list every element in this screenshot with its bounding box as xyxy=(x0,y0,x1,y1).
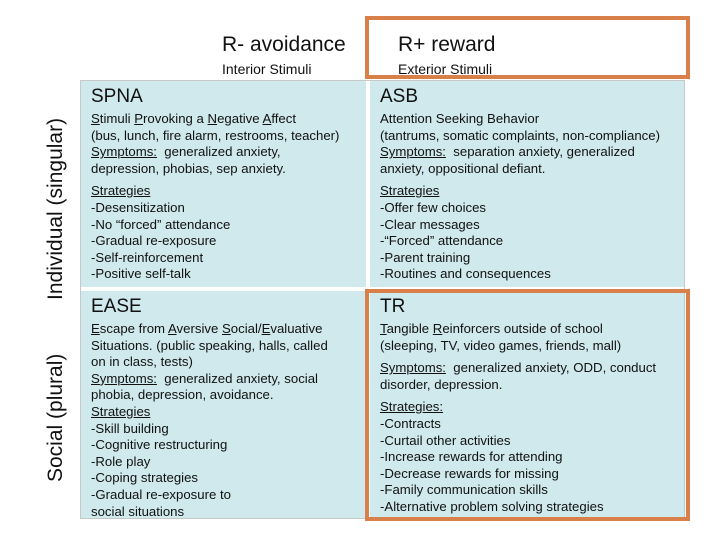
symptoms-text: anxiety, oppositional defiant. xyxy=(380,160,546,176)
column-title-avoidance: R- avoidance xyxy=(222,33,346,56)
definition-text: (sleeping, TV, video games, friends, mall) xyxy=(380,337,622,353)
strategy-item: -Clear messages xyxy=(380,216,480,232)
definition-text: timuli xyxy=(99,111,135,126)
definition-text: egative xyxy=(217,111,263,126)
symptoms-text: disorder, depression. xyxy=(380,376,503,392)
cell-ease xyxy=(81,291,366,518)
symptoms-text: generalized anxiety, social xyxy=(164,370,318,386)
definition-text: (bus, lunch, fire alarm, restrooms, teacher) xyxy=(91,127,340,143)
symptoms-text: generalized anxiety, xyxy=(164,144,281,160)
symptoms-label: Symptoms: xyxy=(91,370,157,386)
definition-line xyxy=(91,338,360,355)
acronym-letter: P xyxy=(134,111,144,126)
strategy-item: -Cognitive restructuring xyxy=(91,437,228,453)
strategy-item: -Coping strategies xyxy=(91,470,199,486)
strategy-item: -Contracts xyxy=(380,415,441,431)
cell-title: SPNA xyxy=(91,86,143,107)
strategy-item: -Self-reinforcement xyxy=(91,249,204,265)
symptoms-line xyxy=(91,144,360,161)
strategies-label: Strategies: xyxy=(380,399,444,415)
strategy-item: -Decrease rewards for missing xyxy=(380,465,559,481)
acronym-letter: E xyxy=(91,321,100,336)
strategy-item: -Gradual re-exposure xyxy=(91,233,217,249)
strategy-item: -Desensitization xyxy=(91,199,185,215)
definition-line xyxy=(380,111,678,128)
acronym-letter: A xyxy=(167,321,177,336)
definition-text: ocial/ xyxy=(230,321,262,336)
strategies-label: Strategies xyxy=(91,183,151,199)
definition-text: valuative xyxy=(270,321,323,336)
symptoms-text: phobia, depression, avoidance. xyxy=(91,387,274,403)
strategy-item: -“Forced” attendance xyxy=(380,233,504,249)
symptoms-label: Symptoms: xyxy=(91,144,157,160)
cell-spna xyxy=(81,81,366,287)
strategy-item: -Parent training xyxy=(380,249,471,265)
acronym-letter: E xyxy=(261,321,271,336)
symptoms-label: Symptoms: xyxy=(380,144,446,160)
strategies-label: Strategies xyxy=(91,403,151,419)
definition-text: (tantrums, somatic complaints, non-compliance) xyxy=(380,127,660,143)
strategy-item: -Alternative problem solving strategies xyxy=(380,498,604,514)
highlight-box-reward xyxy=(365,16,690,79)
definition-text: rovoking a xyxy=(143,111,208,126)
symptoms-text: separation anxiety, generalized xyxy=(453,144,635,160)
acronym-letter: T xyxy=(380,321,387,336)
definition-text: ffect xyxy=(271,111,297,126)
definition-text: versive xyxy=(176,321,222,336)
acronym-letter: R xyxy=(432,321,443,336)
strategy-item: -Role play xyxy=(91,453,151,469)
symptoms-label: Symptoms: xyxy=(380,360,446,376)
symptoms-text: generalized anxiety, ODD, conduct xyxy=(453,360,657,376)
cell-title: ASB xyxy=(380,86,419,107)
strategy-item: -No “forced” attendance xyxy=(91,216,231,232)
definition-line xyxy=(91,321,360,338)
strategy-item: -Increase rewards for attending xyxy=(380,449,563,465)
strategy-item: -Positive self-talk xyxy=(91,266,191,282)
strategy-item: -Offer few choices xyxy=(380,199,487,215)
definition-text: scape from xyxy=(99,321,168,336)
strategy-item: social situations xyxy=(91,503,185,519)
row-label-social: Social (plural) xyxy=(44,353,67,482)
definition-line xyxy=(380,128,678,145)
row-label-individual: Individual (singular) xyxy=(44,117,67,300)
acronym-letter: A xyxy=(262,111,272,126)
column-subtitle-exterior: Exterior Stimuli xyxy=(398,61,493,77)
strategy-item: -Curtail other activities xyxy=(380,432,511,448)
acronym-letter: N xyxy=(207,111,218,126)
acronym-letter: S xyxy=(221,321,231,336)
column-subtitle-interior: Interior Stimuli xyxy=(222,61,312,77)
definition-line xyxy=(91,128,360,145)
strategy-item: -Family communication skills xyxy=(380,482,548,498)
strategy-item: -Skill building xyxy=(91,420,169,436)
column-title-reward: R+ reward xyxy=(398,33,496,56)
highlight-box-tr xyxy=(365,289,690,521)
symptoms-text: depression, phobias, sep anxiety. xyxy=(91,160,286,176)
strategy-item: -Gradual re-exposure to xyxy=(91,486,232,502)
cell-asb xyxy=(370,81,684,287)
definition-text: Attention Seeking Behavior xyxy=(380,111,540,126)
definition-text: on in class, tests) xyxy=(91,354,193,370)
definition-text: einforcers outside of school xyxy=(442,321,603,336)
symptoms-line xyxy=(91,371,360,388)
cell-title: EASE xyxy=(91,296,142,317)
strategies-label: Strategies xyxy=(380,183,440,199)
cell-title: TR xyxy=(380,296,406,317)
symptoms-line xyxy=(380,144,678,161)
strategy-item: -Routines and consequences xyxy=(380,266,551,282)
definition-line xyxy=(91,354,360,371)
acronym-letter: S xyxy=(91,111,100,126)
definition-text: Situations. (public speaking, halls, called xyxy=(91,337,328,353)
definition-text: angible xyxy=(386,321,433,336)
definition-line xyxy=(91,111,360,128)
